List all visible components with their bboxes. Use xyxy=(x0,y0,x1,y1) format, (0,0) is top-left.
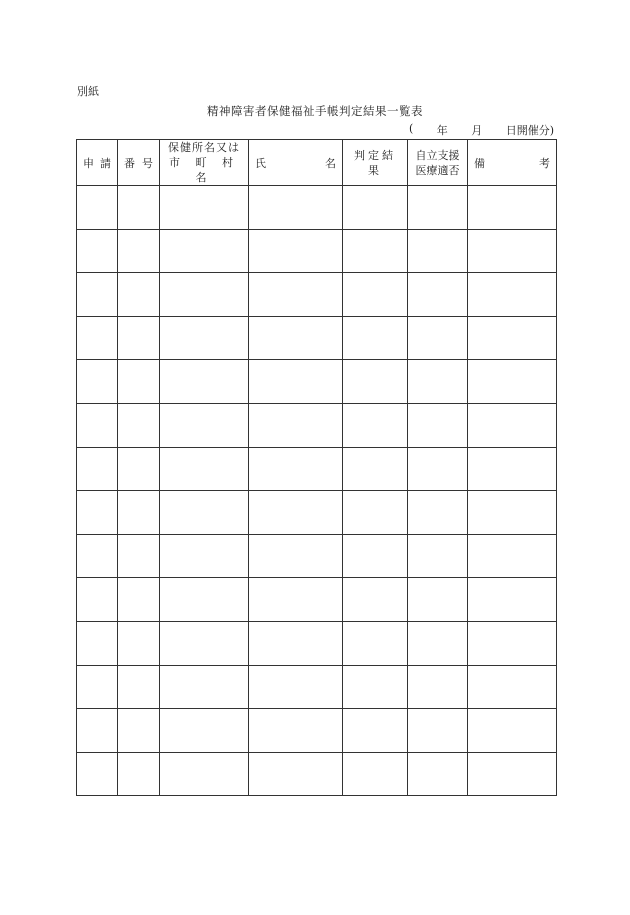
header-support-line-2: 医療適否 xyxy=(415,163,460,177)
cell-support xyxy=(408,186,468,230)
cell-remarks xyxy=(468,578,557,622)
cell-name xyxy=(249,752,343,796)
header-number-char-1: 番 xyxy=(124,156,135,170)
header-application-char-2: 請 xyxy=(100,156,111,170)
table-row xyxy=(77,709,557,753)
table-row xyxy=(77,621,557,665)
cell-number xyxy=(118,491,160,535)
cell-result xyxy=(343,665,408,709)
cell-application xyxy=(77,316,118,360)
cell-name xyxy=(249,360,343,404)
cell-application xyxy=(77,273,118,317)
cell-application xyxy=(77,621,118,665)
table-row xyxy=(77,665,557,709)
cell-remarks xyxy=(468,447,557,491)
cell-remarks xyxy=(468,273,557,317)
table-header-row xyxy=(77,140,557,186)
header-number xyxy=(118,140,160,186)
cell-remarks xyxy=(468,316,557,360)
cell-name xyxy=(249,621,343,665)
cell-application xyxy=(77,360,118,404)
cell-support xyxy=(408,403,468,447)
cell-name xyxy=(249,534,343,578)
cell-result xyxy=(343,752,408,796)
cell-support xyxy=(408,534,468,578)
cell-remarks xyxy=(468,752,557,796)
cell-support xyxy=(408,621,468,665)
header-remarks xyxy=(468,140,557,186)
cell-number xyxy=(118,447,160,491)
cell-result xyxy=(343,273,408,317)
header-remarks-char-1: 備 xyxy=(474,156,485,170)
table-row xyxy=(77,752,557,796)
cell-office xyxy=(160,491,249,535)
table-row xyxy=(77,447,557,491)
cell-name xyxy=(249,186,343,230)
cell-application xyxy=(77,403,118,447)
cell-support xyxy=(408,273,468,317)
header-office-line-1: 保健所名又は xyxy=(168,141,240,154)
cell-application xyxy=(77,447,118,491)
cell-result xyxy=(343,491,408,535)
cell-number xyxy=(118,709,160,753)
table-body xyxy=(77,186,557,796)
cell-result xyxy=(343,447,408,491)
cell-application xyxy=(77,752,118,796)
cell-application xyxy=(77,491,118,535)
cell-number xyxy=(118,621,160,665)
cell-office xyxy=(160,229,249,273)
table-row xyxy=(77,403,557,447)
cell-number xyxy=(118,186,160,230)
cell-name xyxy=(249,447,343,491)
cell-application xyxy=(77,709,118,753)
cell-application xyxy=(77,186,118,230)
cell-remarks xyxy=(468,665,557,709)
cell-application xyxy=(77,665,118,709)
cell-number xyxy=(118,316,160,360)
cell-number xyxy=(118,403,160,447)
cell-number xyxy=(118,273,160,317)
cell-name xyxy=(249,578,343,622)
cell-support xyxy=(408,491,468,535)
cell-result xyxy=(343,578,408,622)
cell-name xyxy=(249,229,343,273)
cell-office xyxy=(160,186,249,230)
cell-name xyxy=(249,273,343,317)
cell-support xyxy=(408,578,468,622)
cell-result xyxy=(343,534,408,578)
table-row xyxy=(77,186,557,230)
cell-remarks xyxy=(468,534,557,578)
cell-number xyxy=(118,752,160,796)
cell-office xyxy=(160,360,249,404)
table-row xyxy=(77,578,557,622)
cell-office xyxy=(160,403,249,447)
cell-remarks xyxy=(468,229,557,273)
cell-support xyxy=(408,447,468,491)
cell-office xyxy=(160,447,249,491)
header-remarks-char-2: 考 xyxy=(539,156,550,170)
header-result xyxy=(343,140,408,186)
cell-number xyxy=(118,578,160,622)
cell-office xyxy=(160,273,249,317)
cell-remarks xyxy=(468,186,557,230)
header-application xyxy=(77,140,118,186)
cell-support xyxy=(408,360,468,404)
table-row xyxy=(77,534,557,578)
document-title: 精神障害者保健福祉手帳判定結果一覧表 xyxy=(207,104,423,118)
cell-office xyxy=(160,752,249,796)
cell-office xyxy=(160,665,249,709)
header-name-char-1: 氏 xyxy=(255,156,266,170)
cell-remarks xyxy=(468,360,557,404)
header-support-line-1: 自立支援 xyxy=(415,148,460,162)
table-row xyxy=(77,360,557,404)
header-office xyxy=(160,140,249,186)
cell-remarks xyxy=(468,403,557,447)
date-year: 年 xyxy=(436,124,448,137)
cell-office xyxy=(160,709,249,753)
header-office-line-2: 市 町 村 名 xyxy=(169,156,239,184)
cell-result xyxy=(343,709,408,753)
header-number-char-2: 号 xyxy=(142,156,153,170)
cell-name xyxy=(249,491,343,535)
cell-number xyxy=(118,229,160,273)
cell-name xyxy=(249,316,343,360)
cell-office xyxy=(160,621,249,665)
cell-application xyxy=(77,534,118,578)
date-open-paren: ( xyxy=(409,122,414,135)
header-name-char-2: 名 xyxy=(325,156,336,170)
attachment-label: 別紙 xyxy=(77,85,99,98)
cell-name xyxy=(249,403,343,447)
cell-application xyxy=(77,229,118,273)
cell-office xyxy=(160,316,249,360)
table-row xyxy=(77,229,557,273)
cell-support xyxy=(408,709,468,753)
cell-name xyxy=(249,665,343,709)
cell-office xyxy=(160,534,249,578)
meeting-date-line xyxy=(409,122,554,138)
cell-support xyxy=(408,316,468,360)
header-application-char-1: 申 xyxy=(83,156,94,170)
header-result-label: 判定結果 xyxy=(354,148,396,177)
cell-result xyxy=(343,403,408,447)
table-row xyxy=(77,273,557,317)
table-row xyxy=(77,316,557,360)
cell-result xyxy=(343,360,408,404)
cell-application xyxy=(77,578,118,622)
cell-result xyxy=(343,316,408,360)
cell-name xyxy=(249,709,343,753)
cell-remarks xyxy=(468,621,557,665)
cell-number xyxy=(118,665,160,709)
cell-result xyxy=(343,229,408,273)
cell-support xyxy=(408,665,468,709)
results-table xyxy=(76,139,557,796)
header-support xyxy=(408,140,468,186)
cell-number xyxy=(118,534,160,578)
header-name xyxy=(249,140,343,186)
cell-number xyxy=(118,360,160,404)
cell-remarks xyxy=(468,709,557,753)
cell-remarks xyxy=(468,491,557,535)
cell-result xyxy=(343,621,408,665)
cell-result xyxy=(343,186,408,230)
date-month: 月 xyxy=(471,124,483,137)
cell-support xyxy=(408,752,468,796)
cell-office xyxy=(160,578,249,622)
cell-support xyxy=(408,229,468,273)
date-day-session: 日開催分) xyxy=(505,124,554,137)
table-row xyxy=(77,491,557,535)
